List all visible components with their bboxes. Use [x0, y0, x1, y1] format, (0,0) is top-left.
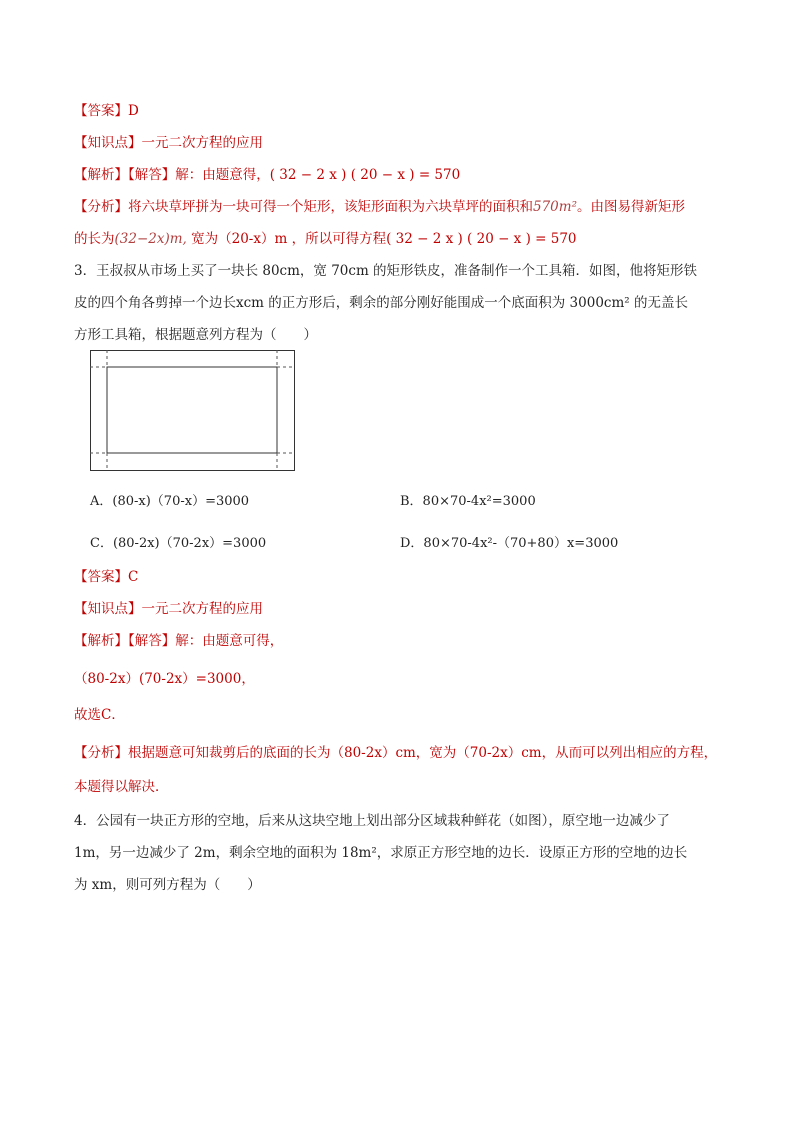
option-b: B．80×70-4x²=3000 — [400, 494, 536, 509]
q4-stem-line2: 1m，另一边减少了 2m，剩余空地的面积为 18m²，求原正方形空地的边长．设原正方形的空地的边长 — [74, 845, 688, 861]
fenxi-text: 根据题意可知裁剪后的底面的长为（80-2x）cm，宽为（70-2x）cm，从而可以列出相应的方程， — [128, 745, 718, 761]
q3-fenxi-line1 — [74, 744, 717, 762]
q3-stem-line3: 方形工具箱，根据题意列方程为（ ） — [74, 327, 317, 343]
kp-value: 一元二次方程的应用 — [141, 135, 263, 151]
kp-value: 一元二次方程的应用 — [141, 601, 263, 617]
q3-analysis — [74, 632, 283, 650]
q3-choose-line: 故选C． — [74, 707, 125, 723]
q3-fenxi-line2: 本题得以解决． — [74, 779, 169, 795]
q2-fenxi-line2 — [74, 230, 577, 248]
analysis-tag: 【解析】【解答】 — [74, 633, 176, 649]
analysis-tag: 【解析】【解答】 — [74, 167, 176, 183]
answer-value: C — [128, 569, 139, 585]
q4-stem-line1: 4．公园有一块正方形的空地，后来从这块空地上划出部分区域栽种鲜花（如图），原空地一边减少了 — [74, 813, 670, 829]
fenxi-tag: 【分析】 — [74, 745, 128, 761]
q2-knowledge-point — [74, 134, 263, 152]
fenxi-text: 。由图易得新矩形 — [576, 199, 685, 215]
answer-tag: 【答案】 — [74, 103, 128, 119]
q3-knowledge-point — [74, 600, 263, 618]
q3-equation-line: （80-2x）(70-2x）=3000， — [74, 671, 255, 687]
fenxi-text: 将六块草坪拼为一块可得一个矩形，该矩形面积为六块草坪的面积和 — [128, 199, 533, 215]
q4-stem-line3: 为 xm，则可列方程为（ ） — [74, 877, 261, 893]
analysis-equation: ( 32 − 2 x ) ( 20 − x ) = 570 — [269, 167, 461, 183]
q3-answer — [74, 568, 138, 586]
inner-base-rect — [107, 367, 277, 453]
analysis-text: 解：由题意可得， — [175, 633, 284, 649]
q2-fenxi-line1 — [74, 198, 685, 216]
option-c: C．(80-2x)（70-2x）=3000 — [90, 536, 267, 551]
q2-analysis — [74, 166, 460, 184]
fenxi-math: 570m² — [533, 199, 577, 215]
fenxi-math: (32−2x)m, — [114, 231, 187, 247]
q2-answer — [74, 102, 139, 120]
q3-stem-line1: 3．王叔叔从市场上买了一块长 80cm，宽 70cm 的矩形铁皮，准备制作一个工具箱．如图，他将矩形铁 — [74, 263, 698, 279]
fenxi-tag: 【分析】 — [74, 199, 128, 215]
fenxi-equation: ( 32 − 2 x ) ( 20 − x ) = 570 — [386, 231, 577, 247]
fenxi-text: 的长为 — [74, 231, 115, 247]
kp-tag: 【知识点】 — [74, 601, 142, 617]
answer-tag: 【答案】 — [74, 569, 128, 585]
analysis-text: 解：由题意得， — [175, 167, 270, 183]
fenxi-text: 宽为（20-x）m ，所以可得方程 — [186, 231, 387, 247]
kp-tag: 【知识点】 — [74, 135, 142, 151]
answer-value: D — [128, 103, 139, 119]
q3-sheet-diagram — [90, 350, 296, 472]
option-d: D．80×70-4x²-（70+80）x=3000 — [400, 536, 619, 551]
q3-stem-line2: 皮的四个角各剪掉一个边长xcm 的正方形后，剩余的部分刚好能围成一个底面积为 3000cm² 的无盖长 — [74, 295, 688, 311]
option-a: A．(80-x)（70-x）=3000 — [90, 494, 250, 509]
